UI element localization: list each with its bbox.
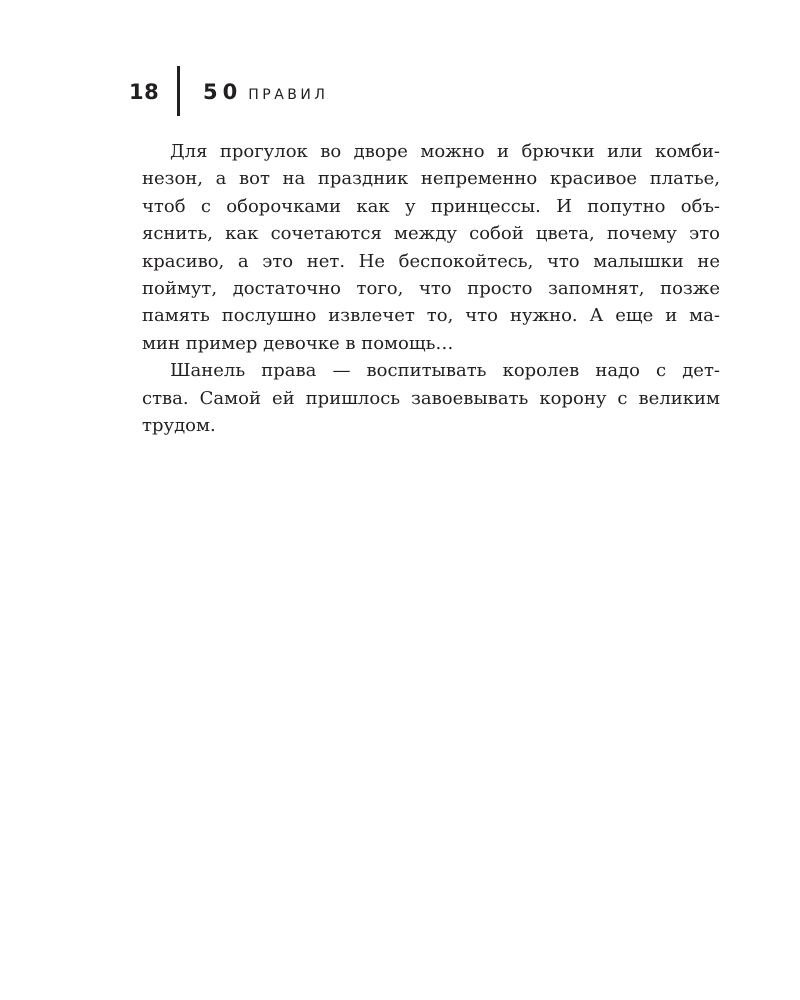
text-line: яснить, как сочетаются между собой цвета, почему это (142, 223, 720, 245)
book-title-word: ПРАВИЛ (248, 87, 329, 103)
text-line: Шанель права — воспитывать королев надо с дет- (170, 360, 720, 382)
body-text (142, 138, 720, 439)
paragraph-2 (142, 357, 720, 439)
header-divider (177, 66, 180, 116)
text-line: ства. Самой ей пришлось завоевывать корону с великим (142, 387, 720, 409)
text-line: память послушно извлечет то, что нужно. А еще и ма- (142, 305, 720, 327)
text-line: Для прогулок во дворе можно и брючки или комби- (170, 141, 720, 162)
book-title-number: 50 (203, 80, 243, 104)
page-number: 18 (129, 80, 160, 104)
running-head (129, 66, 729, 116)
text-line: чтоб с оборочками как у принцессы. И попутно объ- (142, 195, 720, 217)
paragraph-1 (142, 138, 720, 357)
text-line: поймут, достаточно того, что просто запомнят, позже (142, 278, 720, 300)
book-title (203, 79, 328, 108)
text-line: трудом. (142, 415, 216, 437)
text-line: незон, а вот на праздник непременно красивое платье, (142, 168, 720, 190)
text-line: красиво, а это нет. Не беспокойтесь, что малышки не (142, 250, 720, 272)
text-line: мин пример девочке в помощь… (142, 332, 454, 354)
